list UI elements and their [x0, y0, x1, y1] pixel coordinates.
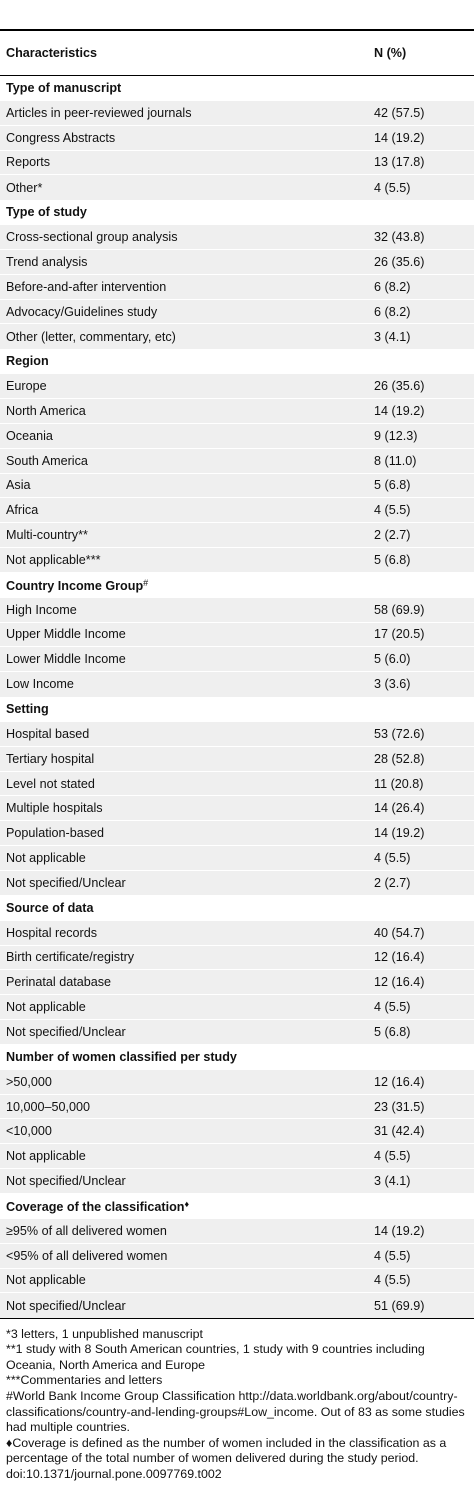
header-characteristics: Characteristics — [6, 46, 98, 60]
table-row — [0, 1243, 474, 1268]
row-label: Not applicable*** — [0, 548, 366, 573]
section-title: Region — [6, 353, 49, 368]
row-value: 14 (19.2) — [366, 1218, 474, 1243]
table-row — [0, 1218, 474, 1243]
row-label: >50,000 — [0, 1069, 366, 1094]
table-row — [0, 175, 474, 200]
row-value: 5 (6.0) — [366, 647, 474, 672]
row-label: Europe — [0, 374, 366, 399]
row-label: Not specified/Unclear — [0, 1169, 366, 1194]
section-title: Number of women classified per study — [6, 1049, 237, 1064]
table-row — [0, 1119, 474, 1144]
row-label: Articles in peer-reviewed journals — [0, 100, 366, 125]
row-label: Africa — [0, 498, 366, 523]
footnote-line: #World Bank Income Group Classification http://data.worldbank.org/about/country-classifications/country-and-lending-groups#Low_income. Out of 83 as some studies had multiple countries. — [6, 1389, 465, 1435]
table-row — [0, 473, 474, 498]
row-label: Congress Abstracts — [0, 125, 366, 150]
row-value: 3 (4.1) — [366, 1169, 474, 1194]
footnote-line: **1 study with 8 South American countries, 1 study with 9 countries including Oceania, North America and Europe — [6, 1342, 425, 1372]
section-row — [0, 895, 474, 920]
table-row — [0, 423, 474, 448]
table-row — [0, 771, 474, 796]
row-label: Not specified/Unclear — [0, 1293, 366, 1318]
section-row — [0, 349, 474, 374]
row-value: 12 (16.4) — [366, 970, 474, 995]
row-label: Not specified/Unclear — [0, 871, 366, 896]
table-row — [0, 1094, 474, 1119]
row-value: 12 (16.4) — [366, 945, 474, 970]
table-row — [0, 1169, 474, 1194]
section-title: Setting — [6, 701, 49, 716]
row-label: Trend analysis — [0, 249, 366, 274]
row-value: 14 (19.2) — [366, 398, 474, 423]
section-title: Country Income Group — [6, 579, 144, 594]
section-heading — [0, 1044, 474, 1069]
row-value: 14 (19.2) — [366, 821, 474, 846]
row-label: Population-based — [0, 821, 366, 846]
table-row — [0, 125, 474, 150]
row-label: Perinatal database — [0, 970, 366, 995]
row-value: 17 (20.5) — [366, 622, 474, 647]
row-label: Level not stated — [0, 771, 366, 796]
section-heading — [0, 76, 474, 101]
section-row — [0, 76, 474, 101]
section-row — [0, 1193, 474, 1218]
row-label: Hospital records — [0, 920, 366, 945]
section-title: Source of data — [6, 900, 94, 915]
row-label: Not applicable — [0, 1268, 366, 1293]
row-value: 6 (8.2) — [366, 299, 474, 324]
row-label: Before-and-after intervention — [0, 274, 366, 299]
footnote-line: doi:10.1371/journal.pone.0097769.t002 — [6, 1467, 222, 1482]
characteristics-table — [0, 31, 474, 1318]
row-value: 11 (20.8) — [366, 771, 474, 796]
row-label: Upper Middle Income — [0, 622, 366, 647]
row-label: Reports — [0, 150, 366, 175]
table-row — [0, 548, 474, 573]
row-label: <10,000 — [0, 1119, 366, 1144]
row-label: Lower Middle Income — [0, 647, 366, 672]
row-label: Not applicable — [0, 995, 366, 1020]
row-label: South America — [0, 448, 366, 473]
row-value: 5 (6.8) — [366, 473, 474, 498]
table-row — [0, 150, 474, 175]
row-value: 4 (5.5) — [366, 1243, 474, 1268]
row-label: Not specified/Unclear — [0, 1020, 366, 1045]
row-label: ≥95% of all delivered women — [0, 1218, 366, 1243]
table-row — [0, 274, 474, 299]
table-row — [0, 324, 474, 349]
row-value: 42 (57.5) — [366, 100, 474, 125]
section-row — [0, 1044, 474, 1069]
footnote-marker: # — [143, 578, 149, 589]
section-title: Coverage of the classification — [6, 1200, 185, 1215]
row-value: 13 (17.8) — [366, 150, 474, 175]
row-value: 6 (8.2) — [366, 274, 474, 299]
table-row — [0, 970, 474, 995]
table-header-row — [0, 31, 474, 76]
row-value: 23 (31.5) — [366, 1094, 474, 1119]
row-value: 4 (5.5) — [366, 175, 474, 200]
table-row — [0, 1268, 474, 1293]
table-row — [0, 846, 474, 871]
table-row — [0, 374, 474, 399]
table-row — [0, 1069, 474, 1094]
row-label: Other* — [0, 175, 366, 200]
row-value: 58 (69.9) — [366, 597, 474, 622]
row-value: 4 (5.5) — [366, 846, 474, 871]
table-row — [0, 721, 474, 746]
footnotes — [0, 1319, 474, 1483]
table-row — [0, 1144, 474, 1169]
section-title: Type of study — [6, 204, 87, 219]
footnote-line: ***Commentaries and letters — [6, 1373, 163, 1388]
row-value: 14 (26.4) — [366, 796, 474, 821]
table-row — [0, 1293, 474, 1318]
table-row — [0, 995, 474, 1020]
row-value: 9 (12.3) — [366, 423, 474, 448]
table-row — [0, 100, 474, 125]
row-value: 5 (6.8) — [366, 1020, 474, 1045]
row-value: 12 (16.4) — [366, 1069, 474, 1094]
row-value: 4 (5.5) — [366, 1268, 474, 1293]
row-label: Not applicable — [0, 1144, 366, 1169]
row-value: 14 (19.2) — [366, 125, 474, 150]
row-value: 40 (54.7) — [366, 920, 474, 945]
row-value: 26 (35.6) — [366, 249, 474, 274]
table-row — [0, 821, 474, 846]
row-value: 51 (69.9) — [366, 1293, 474, 1318]
row-value: 31 (42.4) — [366, 1119, 474, 1144]
table-row — [0, 920, 474, 945]
table-row — [0, 597, 474, 622]
row-value: 5 (6.8) — [366, 548, 474, 573]
table-row — [0, 672, 474, 697]
table-row — [0, 299, 474, 324]
table-row — [0, 871, 474, 896]
row-label: Multiple hospitals — [0, 796, 366, 821]
section-heading — [0, 895, 474, 920]
row-label: High Income — [0, 597, 366, 622]
row-label: Tertiary hospital — [0, 746, 366, 771]
section-heading — [0, 697, 474, 722]
row-label: Birth certificate/registry — [0, 945, 366, 970]
section-row — [0, 697, 474, 722]
row-value: 3 (4.1) — [366, 324, 474, 349]
section-row — [0, 200, 474, 225]
section-heading — [0, 572, 474, 597]
table-row — [0, 448, 474, 473]
row-label: Oceania — [0, 423, 366, 448]
row-value: 28 (52.8) — [366, 746, 474, 771]
section-heading — [0, 1193, 474, 1218]
table-row — [0, 746, 474, 771]
table-body — [0, 76, 474, 1318]
table-row — [0, 796, 474, 821]
row-value: 2 (2.7) — [366, 523, 474, 548]
row-value: 53 (72.6) — [366, 721, 474, 746]
row-label: Not applicable — [0, 846, 366, 871]
row-label: <95% of all delivered women — [0, 1243, 366, 1268]
table-row — [0, 398, 474, 423]
row-value: 32 (43.8) — [366, 225, 474, 250]
footnote-line: *3 letters, 1 unpublished manuscript — [6, 1326, 203, 1341]
row-label: Cross-sectional group analysis — [0, 225, 366, 250]
table-row — [0, 622, 474, 647]
table-row — [0, 249, 474, 274]
section-heading — [0, 200, 474, 225]
row-label: Low Income — [0, 672, 366, 697]
row-label: Asia — [0, 473, 366, 498]
row-value: 4 (5.5) — [366, 1144, 474, 1169]
table-row — [0, 225, 474, 250]
footnote-marker: ♦ — [184, 1199, 190, 1210]
header-n-percent: N (%) — [374, 46, 407, 60]
table-row — [0, 1020, 474, 1045]
row-label: North America — [0, 398, 366, 423]
row-label: Other (letter, commentary, etc) — [0, 324, 366, 349]
row-value: 2 (2.7) — [366, 871, 474, 896]
table-row — [0, 498, 474, 523]
row-label: Hospital based — [0, 721, 366, 746]
row-label: 10,000–50,000 — [0, 1094, 366, 1119]
section-heading — [0, 349, 474, 374]
row-value: 3 (3.6) — [366, 672, 474, 697]
row-value: 8 (11.0) — [366, 448, 474, 473]
section-title: Type of manuscript — [6, 80, 122, 95]
table-row — [0, 523, 474, 548]
table-row — [0, 945, 474, 970]
row-value: 4 (5.5) — [366, 995, 474, 1020]
footnote-line: ♦Coverage is defined as the number of women included in the classification as a percentage of the total number of women delivered during the study period. — [6, 1435, 447, 1466]
row-label: Advocacy/Guidelines study — [0, 299, 366, 324]
section-row — [0, 572, 474, 597]
row-value: 4 (5.5) — [366, 498, 474, 523]
row-value: 26 (35.6) — [366, 374, 474, 399]
row-label: Multi-country** — [0, 523, 366, 548]
table-row — [0, 647, 474, 672]
